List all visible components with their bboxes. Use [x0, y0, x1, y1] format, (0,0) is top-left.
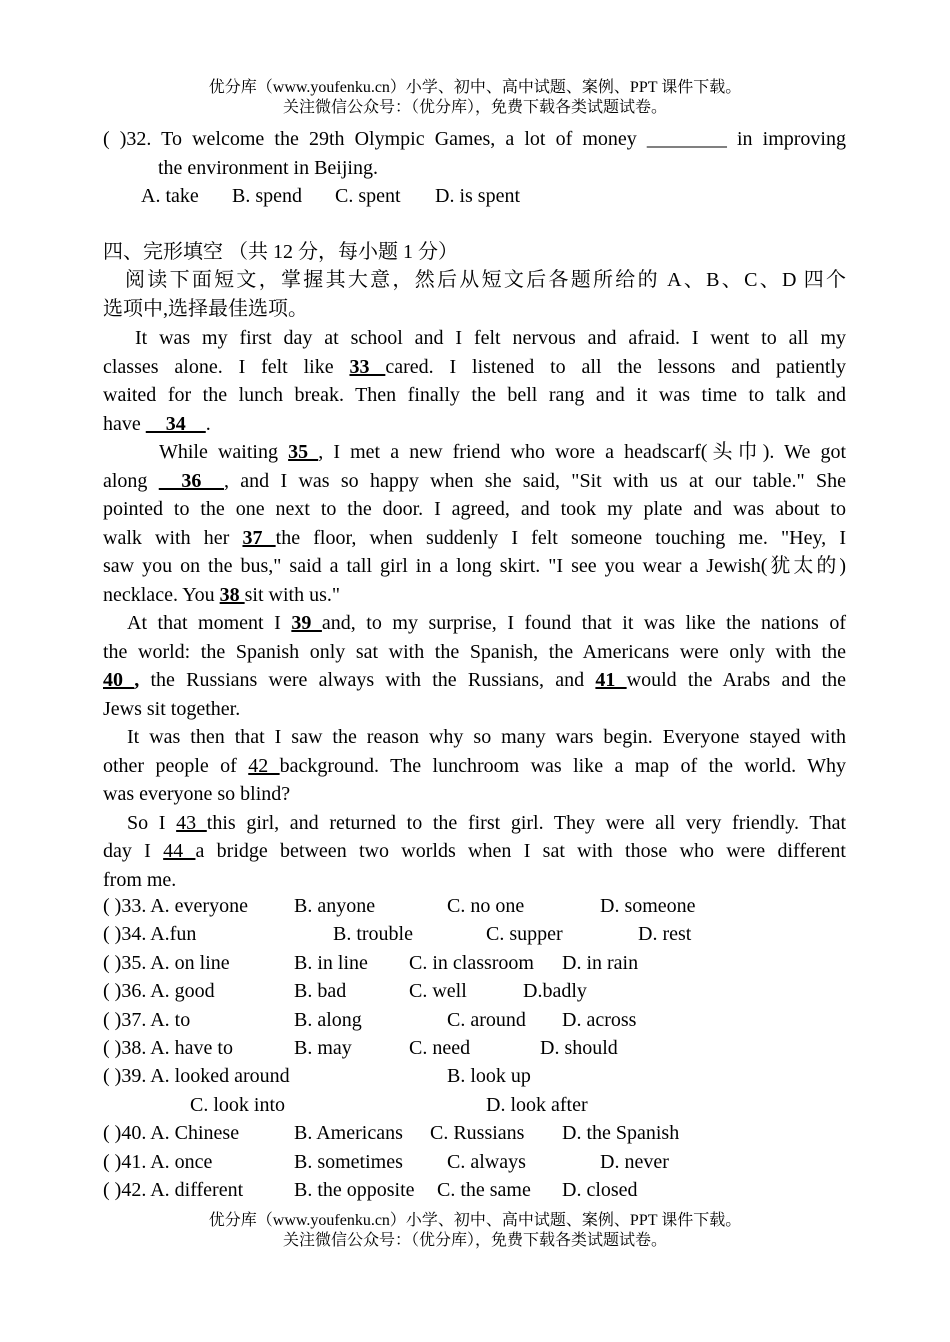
blank-38: 38 — [219, 583, 245, 606]
passage — [103, 324, 846, 894]
passage-line: day I 44 a bridge between two worlds when I sat with those who were different — [103, 840, 846, 862]
question-stem: ( )41. A. once — [103, 1151, 213, 1173]
passage-line: While waiting 35 , I met a new friend who wore a headscarf(头巾). We got — [159, 441, 847, 463]
option-b: B. look up — [447, 1065, 531, 1087]
question-stem: ( )34. A.fun — [103, 923, 197, 945]
option-d: D. should — [540, 1037, 618, 1059]
option-b: B. Americans — [294, 1122, 403, 1144]
option-b: B. sometimes — [294, 1151, 403, 1173]
option-d: D. look after — [486, 1094, 588, 1116]
option-b: B. the opposite — [294, 1179, 415, 1201]
passage-line: have 34 . — [103, 412, 211, 435]
option-b: B. bad — [294, 980, 347, 1002]
blank-34: 34 — [145, 412, 206, 435]
blank-44: 44 — [163, 840, 196, 862]
question-stem: ( )35. A. on line — [103, 952, 230, 974]
option-c: C. supper — [486, 923, 563, 945]
option-c: C. well — [409, 980, 467, 1002]
option-b: B. along — [294, 1009, 362, 1031]
passage-line: At that moment I 39 and, to my surprise, I found that it was like the nations of — [127, 612, 847, 634]
blank-42: 42 — [248, 754, 280, 777]
option-d: D. across — [562, 1009, 637, 1031]
passage-line: the world: the Spanish only sat with the Spanish, the Americans were only with the — [103, 640, 846, 663]
option-c: C. Russians — [430, 1122, 525, 1144]
q32-line-1: ( )32. To welcome the 29th Olympic Games, a lot of money ________ in improving — [103, 128, 846, 150]
passage-line: So I 43 this girl, and returned to the first girl. They were all very friendly. That — [127, 811, 847, 834]
blank-39: 39 — [291, 612, 322, 634]
option-b: B. trouble — [333, 923, 413, 945]
passage-line: along 36 , and I was so happy when she said, "Sit with us at our table." She — [103, 469, 847, 492]
option-d: D.badly — [523, 980, 587, 1002]
option-d: D. never — [600, 1151, 669, 1173]
q32-option-b: B. spend — [232, 185, 302, 207]
option-c: C. look into — [190, 1094, 286, 1116]
question-stem: ( )37. A. to — [103, 1009, 191, 1031]
passage-line: waited for the lunch break. Then finally the bell rang and it was time to talk and — [103, 384, 846, 406]
blank-35: 35 — [288, 441, 319, 463]
option-c: C. always — [447, 1151, 526, 1173]
option-c: C. in classroom — [409, 952, 534, 974]
passage-line: Jews sit together. — [103, 697, 241, 720]
option-d: D. rest — [638, 923, 692, 945]
blank-40: 40 — [103, 669, 135, 691]
passage-line: It was my first day at school and I felt nervous and afraid. I went to all my — [135, 327, 846, 349]
option-c: C. around — [447, 1009, 526, 1031]
footer-line-1: 优分库（www.youfenku.cn）小学、初中、高中试题、案例、PPT 课件下载。 — [208, 1212, 742, 1229]
passage-line: It was then that I saw the reason why so many wars begin. Everyone stayed with — [127, 726, 846, 748]
option-d: D. the Spanish — [562, 1122, 680, 1144]
question-stem: ( )39. A. looked around — [103, 1065, 290, 1087]
q32-line-2: the environment in Beijing. — [158, 156, 378, 179]
question-stem: ( )38. A. have to — [103, 1037, 233, 1059]
option-c: C. no one — [447, 895, 525, 917]
passage-line: walk with her 37 the floor, when suddenly I felt someone touching me. "Hey, I — [103, 526, 846, 549]
option-d: D. someone — [600, 895, 696, 917]
q32-option-a: A. take — [141, 185, 199, 207]
header-line-1: 优分库（www.youfenku.cn）小学、初中、高中试题、案例、PPT 课件下载。 — [208, 79, 742, 96]
option-c: C. need — [409, 1037, 471, 1059]
passage-line: other people of 42 background. The lunchroom was like a map of the world. Why — [103, 754, 846, 777]
q32-option-d: D. is spent — [435, 185, 520, 207]
blank-41: 41 — [595, 669, 627, 691]
section-instruction — [103, 266, 846, 323]
option-b: B. in line — [294, 952, 368, 974]
blank-43: 43 — [176, 811, 207, 834]
question-stem: ( )33. A. everyone — [103, 895, 248, 917]
option-b: B. anyone — [294, 895, 376, 917]
question-stem: ( )36. A. good — [103, 980, 215, 1002]
question-stem: ( )42. A. different — [103, 1179, 244, 1201]
blank-37: 37 — [242, 526, 276, 549]
passage-line: from me. — [103, 868, 177, 891]
header-line-2: 关注微信公众号：（优分库），免费下载各类试题试卷。 — [282, 99, 667, 116]
question-stem: ( )40. A. Chinese — [103, 1122, 240, 1144]
passage-line: pointed to the one next to the door. I agreed, and took my plate and was about to — [103, 498, 846, 520]
passage-line: saw you on the bus," said a tall girl in a long skirt. "I see you wear a Jewish(犹太的) — [103, 555, 846, 577]
option-b: B. may — [294, 1037, 352, 1059]
blank-33: 33 — [349, 355, 386, 378]
footer-line-2: 关注微信公众号：（优分库），免费下载各类试题试卷。 — [282, 1232, 667, 1249]
section-title: 四、完形填空 （共 12 分，每小题 1 分） — [103, 241, 458, 263]
passage-line: 40 , the Russians were always with the Russians, and 41 would the Arabs and the — [103, 669, 847, 691]
question-32 — [103, 125, 846, 182]
passage-line: classes alone. I felt like 33 cared. I listened to all the lessons and patiently — [103, 355, 847, 378]
q32-option-c: C. spent — [335, 185, 401, 207]
passage-line: was everyone so blind? — [103, 783, 291, 805]
instruction-line-1: 阅读下面短文，掌握其大意，然后从短文后各题所给的 A、B、C、D 四个 — [125, 269, 846, 291]
option-d: D. in rain — [562, 952, 639, 974]
passage-line: necklace. You 38 sit with us." — [103, 583, 341, 606]
blank-36: 36 — [158, 469, 224, 492]
option-c: C. the same — [437, 1179, 531, 1201]
instruction-line-2: 选项中,选择最佳选项。 — [103, 297, 308, 320]
option-d: D. closed — [562, 1179, 638, 1201]
